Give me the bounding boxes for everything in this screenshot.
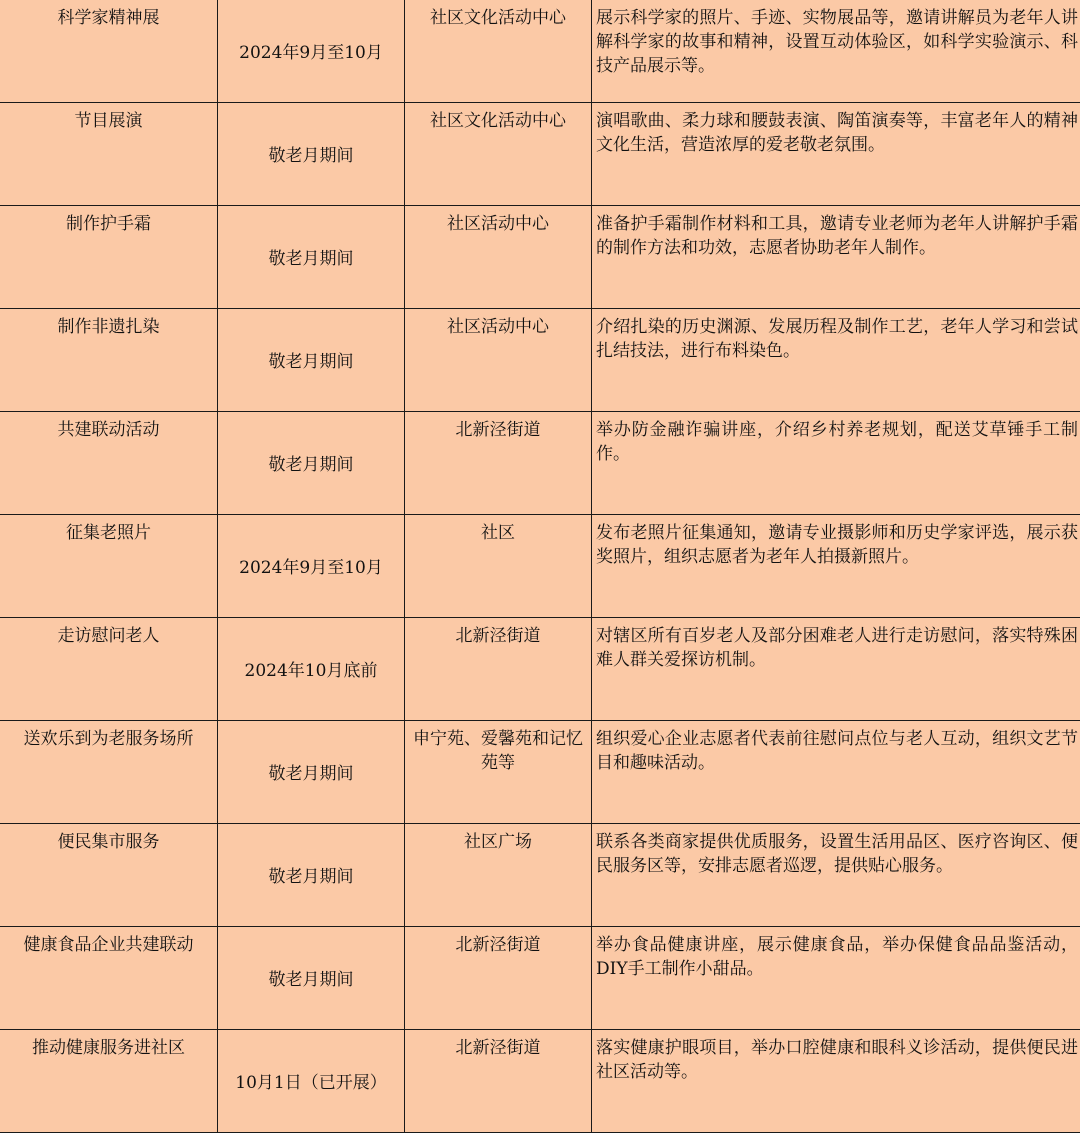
activity-time-cell: 敬老月期间 (218, 721, 405, 824)
activity-name-cell: 制作非遗扎染 (0, 309, 218, 412)
activity-name-cell: 便民集市服务 (0, 824, 218, 927)
activity-content-cell: 联系各类商家提供优质服务，设置生活用品区、医疗咨询区、便民服务区等，安排志愿者巡逻，提供贴心服务。 (592, 824, 1080, 927)
activity-content-cell: 发布老照片征集通知，邀请专业摄影师和历史学家评选，展示获奖照片，组织志愿者为老年人拍摄新照片。 (592, 515, 1080, 618)
activity-place-cell: 北新泾街道 (405, 618, 592, 721)
table-row (0, 1030, 1080, 1133)
activity-place-cell: 社区文化活动中心 (405, 103, 592, 206)
activity-name-cell: 走访慰问老人 (0, 618, 218, 721)
activity-content-cell: 介绍扎染的历史渊源、发展历程及制作工艺，老年人学习和尝试扎结技法，进行布料染色。 (592, 309, 1080, 412)
activity-name-cell: 制作护手霜 (0, 206, 218, 309)
activity-content-cell: 演唱歌曲、柔力球和腰鼓表演、陶笛演奏等，丰富老年人的精神文化生活，营造浓厚的爱老敬老氛围。 (592, 103, 1080, 206)
activity-time-cell: 2024年9月至10月 (218, 0, 405, 103)
activity-content-cell: 落实健康护眼项目，举办口腔健康和眼科义诊活动，提供便民进社区活动等。 (592, 1030, 1080, 1133)
table-row (0, 206, 1080, 309)
table-row (0, 618, 1080, 721)
activity-time-cell: 敬老月期间 (218, 412, 405, 515)
table-row (0, 309, 1080, 412)
activity-name-cell: 送欢乐到为老服务场所 (0, 721, 218, 824)
activity-place-cell: 社区活动中心 (405, 206, 592, 309)
activity-place-cell: 社区广场 (405, 824, 592, 927)
table-row (0, 721, 1080, 824)
activity-place-cell: 社区 (405, 515, 592, 618)
activity-content-cell: 准备护手霜制作材料和工具，邀请专业老师为老年人讲解护手霜的制作方法和功效，志愿者协助老年人制作。 (592, 206, 1080, 309)
activity-time-cell: 敬老月期间 (218, 309, 405, 412)
activity-time-cell: 敬老月期间 (218, 927, 405, 1030)
activity-time-cell: 敬老月期间 (218, 206, 405, 309)
activity-name-cell: 节目展演 (0, 103, 218, 206)
activity-name-cell: 健康食品企业共建联动 (0, 927, 218, 1030)
table-row (0, 824, 1080, 927)
table-row (0, 927, 1080, 1030)
activity-name-cell: 共建联动活动 (0, 412, 218, 515)
activity-place-cell: 北新泾街道 (405, 412, 592, 515)
activity-name-cell: 科学家精神展 (0, 0, 218, 103)
table-row (0, 103, 1080, 206)
activity-time-cell: 2024年10月底前 (218, 618, 405, 721)
activity-name-cell: 征集老照片 (0, 515, 218, 618)
activity-content-cell: 举办食品健康讲座，展示健康食品，举办保健食品品鉴活动，DIY手工制作小甜品。 (592, 927, 1080, 1030)
activity-time-cell: 2024年9月至10月 (218, 515, 405, 618)
activity-place-cell: 社区文化活动中心 (405, 0, 592, 103)
activity-place-cell: 社区活动中心 (405, 309, 592, 412)
activity-content-cell: 对辖区所有百岁老人及部分困难老人进行走访慰问，落实特殊困难人群关爱探访机制。 (592, 618, 1080, 721)
activity-time-cell: 10月1日（已开展） (218, 1030, 405, 1133)
activity-place-cell: 北新泾街道 (405, 927, 592, 1030)
table-row (0, 0, 1080, 103)
activity-content-cell: 组织爱心企业志愿者代表前往慰问点位与老人互动，组织文艺节目和趣味活动。 (592, 721, 1080, 824)
activity-time-cell: 敬老月期间 (218, 103, 405, 206)
activity-content-cell: 展示科学家的照片、手迹、实物展品等，邀请讲解员为老年人讲解科学家的故事和精神，设置互动体验区，如科学实验演示、科技产品展示等。 (592, 0, 1080, 103)
activity-place-cell: 申宁苑、爱馨苑和记忆苑等 (405, 721, 592, 824)
table-row (0, 412, 1080, 515)
activity-time-cell: 敬老月期间 (218, 824, 405, 927)
activity-content-cell: 举办防金融诈骗讲座，介绍乡村养老规划，配送艾草锤手工制作。 (592, 412, 1080, 515)
table-row (0, 515, 1080, 618)
activity-name-cell: 推动健康服务进社区 (0, 1030, 218, 1133)
activity-place-cell: 北新泾街道 (405, 1030, 592, 1133)
